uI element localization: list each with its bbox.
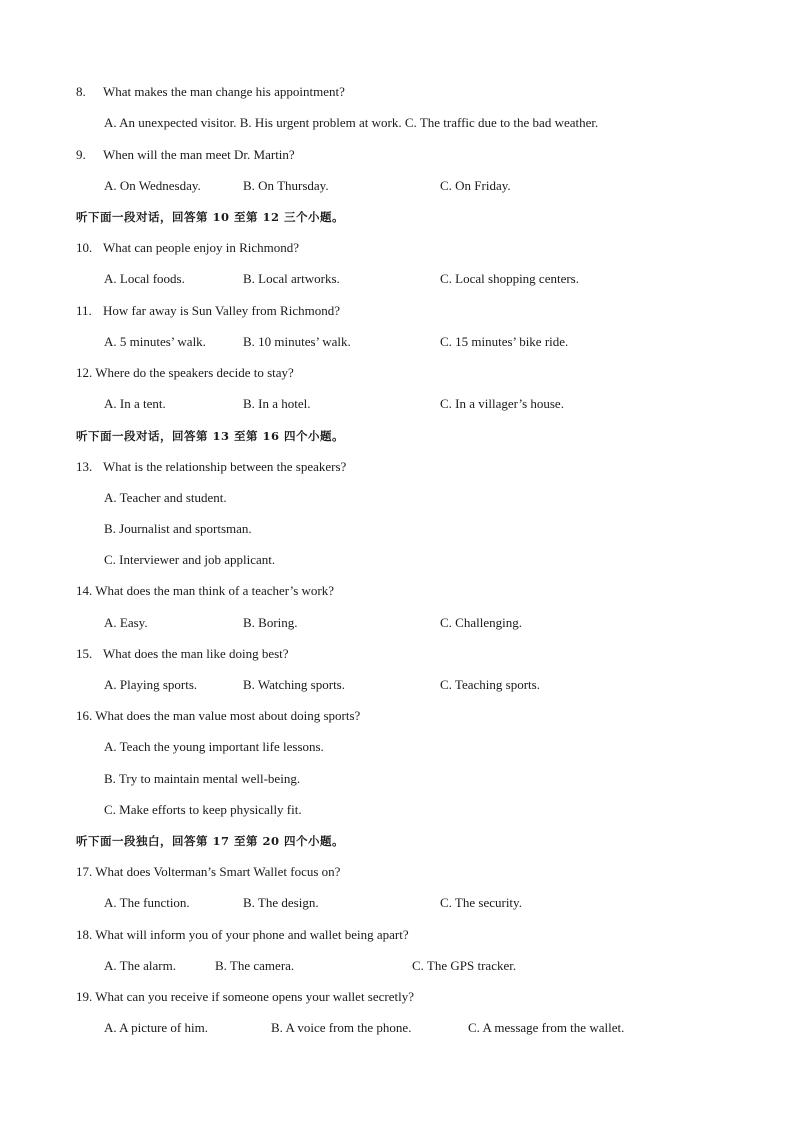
- option-a: A. Easy.: [104, 615, 148, 630]
- section-heading: 听下面一段对话，回答第 13 至第 16 四个小题。: [76, 429, 345, 443]
- option-b: B. In a hotel.: [243, 396, 311, 411]
- question-number: 13.: [76, 459, 93, 474]
- question-8: [76, 84, 345, 100]
- option-b: B. Journalist and sportsman.: [104, 521, 252, 536]
- question-10: [76, 240, 300, 256]
- option-a: A. Teach the young important life lessons.: [104, 739, 324, 754]
- question-19: 19. What can you receive if someone opens your wallet secretly?: [76, 989, 414, 1004]
- question-number: 8.: [76, 84, 86, 99]
- option-a: A. Teacher and student.: [104, 490, 227, 505]
- option-b: B. The design.: [243, 895, 319, 910]
- option-a: A. In a tent.: [104, 396, 166, 411]
- question-number: 10.: [76, 240, 93, 255]
- question-17: 17. What does Volterman’s Smart Wallet focus on?: [76, 864, 341, 879]
- option-a: A. 5 minutes’ walk.: [104, 334, 206, 349]
- option-c: C. Local shopping centers.: [440, 271, 579, 286]
- question-text: What makes the man change his appointment?: [103, 84, 345, 99]
- question-18: 18. What will inform you of your phone and wallet being apart?: [76, 927, 409, 942]
- option-a: A. The function.: [104, 895, 190, 910]
- question-12: 12. Where do the speakers decide to stay?: [76, 365, 294, 380]
- option-a: A. Local foods.: [104, 271, 185, 286]
- option-b: B. A voice from the phone.: [271, 1020, 412, 1035]
- option-b: B. 10 minutes’ walk.: [243, 334, 351, 349]
- question-number: 15.: [76, 646, 93, 661]
- option-line: A. An unexpected visitor. B. His urgent problem at work. C. The traffic due to the bad weather.: [104, 115, 599, 130]
- option-c: C. 15 minutes’ bike ride.: [440, 334, 569, 349]
- question-16: 16. What does the man value most about doing sports?: [76, 708, 361, 723]
- option-c: C. Challenging.: [440, 615, 522, 630]
- section-heading: 听下面一段独白，回答第 17 至第 20 四个小题。: [76, 834, 345, 848]
- option-b: B. Boring.: [243, 615, 298, 630]
- question-14: 14. What does the man think of a teacher’s work?: [76, 583, 334, 598]
- section-heading: 听下面一段对话，回答第 10 至第 12 三个小题。: [76, 210, 345, 224]
- option-b: B. On Thursday.: [243, 178, 329, 193]
- option-a: A. The alarm.: [104, 958, 176, 973]
- option-b: B. Try to maintain mental well-being.: [104, 771, 301, 786]
- question-9: [76, 147, 295, 163]
- option-c: C. Interviewer and job applicant.: [104, 552, 276, 567]
- question-15: [76, 646, 289, 662]
- option-b: B. The camera.: [215, 958, 295, 973]
- option-c: C. The security.: [440, 895, 522, 910]
- option-c: C. Make efforts to keep physically fit.: [104, 802, 302, 817]
- option-b: B. Watching sports.: [243, 677, 345, 692]
- option-c: C. On Friday.: [440, 178, 511, 193]
- question-text: What does the man like doing best?: [103, 646, 289, 661]
- question-13: [76, 459, 347, 475]
- question-number: 11.: [76, 303, 92, 318]
- option-c: C. A message from the wallet.: [468, 1020, 625, 1035]
- option-c: C. The GPS tracker.: [412, 958, 517, 973]
- question-11: [76, 303, 340, 319]
- option-a: A. On Wednesday.: [104, 178, 201, 193]
- question-text: When will the man meet Dr. Martin?: [103, 147, 295, 162]
- option-b: B. Local artworks.: [243, 271, 340, 286]
- option-a: A. Playing sports.: [104, 677, 198, 692]
- option-c: C. In a villager’s house.: [440, 396, 564, 411]
- question-text: How far away is Sun Valley from Richmond?: [103, 303, 340, 318]
- option-c: C. Teaching sports.: [440, 677, 540, 692]
- option-a: A. A picture of him.: [104, 1020, 208, 1035]
- question-text: What can people enjoy in Richmond?: [103, 240, 300, 255]
- question-text: What is the relationship between the speakers?: [103, 459, 347, 474]
- question-number: 9.: [76, 147, 86, 162]
